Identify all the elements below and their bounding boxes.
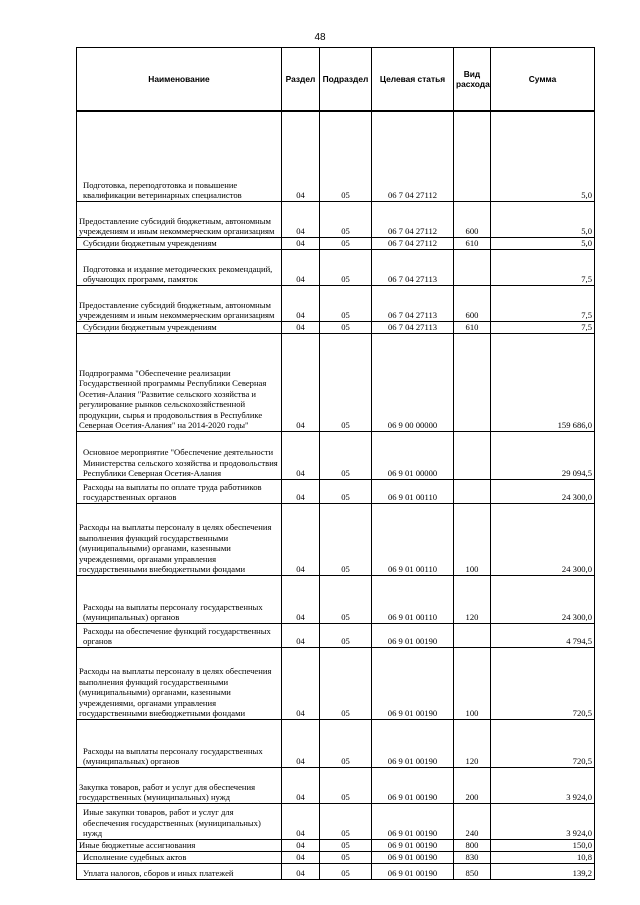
row-sum-cell: 5,0 xyxy=(491,237,595,249)
row-sum-cell: 5,0 xyxy=(491,111,595,201)
table-row xyxy=(77,719,595,767)
row-sum-cell: 10,8 xyxy=(491,851,595,863)
table-row xyxy=(77,575,595,623)
row-target-cell: 06 9 01 00190 xyxy=(372,719,454,767)
row-vid-cell: 830 xyxy=(454,851,491,863)
row-name-cell: Расходы на обеспечение функций государственных органов xyxy=(77,623,282,647)
row-target-cell: 06 7 04 27113 xyxy=(372,285,454,321)
table-row xyxy=(77,237,595,249)
page-number: 48 xyxy=(314,32,326,43)
row-razdel-cell: 04 xyxy=(282,803,320,839)
row-name-cell: Расходы на выплаты по оплате труда работников государственных органов xyxy=(77,479,282,503)
row-target-cell: 06 9 01 00110 xyxy=(372,479,454,503)
row-razdel-cell: 04 xyxy=(282,575,320,623)
table-row xyxy=(77,839,595,851)
row-sum-cell: 24 300,0 xyxy=(491,575,595,623)
row-name-cell: Уплата налогов, сборов и иных платежей xyxy=(77,863,282,879)
row-vid-cell: 850 xyxy=(454,863,491,879)
row-sum-cell: 7,5 xyxy=(491,285,595,321)
row-target-cell: 06 9 01 00190 xyxy=(372,803,454,839)
row-vid-cell xyxy=(454,431,491,479)
row-vid-cell: 200 xyxy=(454,767,491,803)
row-name-cell: Расходы на выплаты персоналу в целях обеспечения выполнения функций государственными (муниципальными) органами, казенными учреждениями, органами управления государственными внебюджетными фондами xyxy=(77,503,282,575)
row-sum-cell: 24 300,0 xyxy=(491,479,595,503)
row-name-cell: Подпрограмма "Обеспечение реализации Государственной программы Республики Северная Осетия-Алания "Развитие сельского хозяйства и регулирование рынков сельскохозяйственной продукции, сырья и продовольствия в Республике Северная Осетия-Алания" на 2014-2020 годы" xyxy=(77,333,282,431)
header-razdel: Раздел xyxy=(282,48,320,112)
table-row xyxy=(77,333,595,431)
row-razdel-cell: 04 xyxy=(282,863,320,879)
row-sum-cell: 24 300,0 xyxy=(491,503,595,575)
table-row xyxy=(77,503,595,575)
row-podrazdel-cell: 05 xyxy=(320,767,372,803)
row-podrazdel-cell: 05 xyxy=(320,803,372,839)
table-row xyxy=(77,623,595,647)
row-podrazdel-cell: 05 xyxy=(320,575,372,623)
row-podrazdel-cell: 05 xyxy=(320,333,372,431)
row-podrazdel-cell: 05 xyxy=(320,285,372,321)
row-target-cell: 06 9 01 00190 xyxy=(372,851,454,863)
table-row xyxy=(77,431,595,479)
row-podrazdel-cell: 05 xyxy=(320,503,372,575)
row-razdel-cell: 04 xyxy=(282,719,320,767)
table-row xyxy=(77,863,595,879)
row-name-cell: Иные бюджетные ассигнования xyxy=(77,839,282,851)
row-podrazdel-cell: 05 xyxy=(320,321,372,333)
row-target-cell: 06 7 04 27113 xyxy=(372,249,454,285)
row-vid-cell: 100 xyxy=(454,647,491,719)
row-sum-cell: 720,5 xyxy=(491,719,595,767)
row-razdel-cell: 04 xyxy=(282,623,320,647)
row-podrazdel-cell: 05 xyxy=(320,647,372,719)
row-target-cell: 06 9 01 00190 xyxy=(372,623,454,647)
table-row xyxy=(77,321,595,333)
row-vid-cell: 800 xyxy=(454,839,491,851)
row-podrazdel-cell: 05 xyxy=(320,863,372,879)
row-vid-cell xyxy=(454,333,491,431)
row-name-cell: Субсидии бюджетным учреждениям xyxy=(77,237,282,249)
header-vid: Вид расхода xyxy=(454,48,491,112)
row-target-cell: 06 7 04 27112 xyxy=(372,201,454,237)
table-header-row xyxy=(77,48,595,112)
row-podrazdel-cell: 05 xyxy=(320,111,372,201)
row-sum-cell: 5,0 xyxy=(491,201,595,237)
row-vid-cell xyxy=(454,479,491,503)
row-target-cell: 06 9 01 00000 xyxy=(372,431,454,479)
row-razdel-cell: 04 xyxy=(282,503,320,575)
table-row xyxy=(77,285,595,321)
row-vid-cell: 120 xyxy=(454,575,491,623)
row-razdel-cell: 04 xyxy=(282,285,320,321)
row-target-cell: 06 9 01 00190 xyxy=(372,839,454,851)
header-target: Целевая статья xyxy=(372,48,454,112)
row-vid-cell: 600 xyxy=(454,201,491,237)
row-vid-cell xyxy=(454,623,491,647)
row-name-cell: Закупка товаров, работ и услуг для обеспечения государственных (муниципальных) нужд xyxy=(77,767,282,803)
row-sum-cell: 159 686,0 xyxy=(491,333,595,431)
row-podrazdel-cell: 05 xyxy=(320,237,372,249)
row-name-cell: Иные закупки товаров, работ и услуг для обеспечения государственных (муниципальных) нужд xyxy=(77,803,282,839)
row-razdel-cell: 04 xyxy=(282,111,320,201)
row-name-cell: Предоставление субсидий бюджетным, автономным учреждениям и иным некоммерческим организациям xyxy=(77,285,282,321)
table-row xyxy=(77,479,595,503)
row-razdel-cell: 04 xyxy=(282,249,320,285)
table-row xyxy=(77,803,595,839)
row-target-cell: 06 9 01 00190 xyxy=(372,767,454,803)
row-sum-cell: 29 094,5 xyxy=(491,431,595,479)
row-podrazdel-cell: 05 xyxy=(320,839,372,851)
table-row xyxy=(77,647,595,719)
row-name-cell: Основное мероприятие "Обеспечение деятельности Министерства сельского хозяйства и продовольствия Республики Северная Осетия-Алания xyxy=(77,431,282,479)
row-razdel-cell: 04 xyxy=(282,237,320,249)
row-podrazdel-cell: 05 xyxy=(320,851,372,863)
row-vid-cell: 610 xyxy=(454,321,491,333)
row-name-cell: Подготовка и издание методических рекомендаций, обучающих программ, памяток xyxy=(77,249,282,285)
row-razdel-cell: 04 xyxy=(282,431,320,479)
header-podrazdel: Подраздел xyxy=(320,48,372,112)
row-target-cell: 06 9 01 00190 xyxy=(372,647,454,719)
header-name: Наименование xyxy=(77,48,282,112)
row-sum-cell: 139,2 xyxy=(491,863,595,879)
table-row xyxy=(77,851,595,863)
row-vid-cell: 100 xyxy=(454,503,491,575)
row-podrazdel-cell: 05 xyxy=(320,479,372,503)
row-target-cell: 06 7 04 27113 xyxy=(372,321,454,333)
row-target-cell: 06 9 01 00190 xyxy=(372,863,454,879)
row-razdel-cell: 04 xyxy=(282,201,320,237)
row-sum-cell: 4 794,5 xyxy=(491,623,595,647)
row-podrazdel-cell: 05 xyxy=(320,431,372,479)
row-target-cell: 06 9 01 00110 xyxy=(372,575,454,623)
row-sum-cell: 3 924,0 xyxy=(491,767,595,803)
row-vid-cell: 600 xyxy=(454,285,491,321)
row-razdel-cell: 04 xyxy=(282,333,320,431)
row-name-cell: Расходы на выплаты персоналу в целях обеспечения выполнения функций государственными (муниципальными) органами, казенными учреждениями, органами управления государственными внебюджетными фондами xyxy=(77,647,282,719)
row-sum-cell: 7,5 xyxy=(491,249,595,285)
table-row xyxy=(77,767,595,803)
row-vid-cell xyxy=(454,249,491,285)
row-podrazdel-cell: 05 xyxy=(320,249,372,285)
row-name-cell: Субсидии бюджетным учреждениям xyxy=(77,321,282,333)
row-razdel-cell: 04 xyxy=(282,321,320,333)
table-row xyxy=(77,201,595,237)
row-sum-cell: 150,0 xyxy=(491,839,595,851)
row-name-cell: Расходы на выплаты персоналу государственных (муниципальных) органов xyxy=(77,719,282,767)
row-name-cell: Предоставление субсидий бюджетным, автономным учреждениям и иным некоммерческим организациям xyxy=(77,201,282,237)
row-sum-cell: 7,5 xyxy=(491,321,595,333)
row-name-cell: Исполнение судебных актов xyxy=(77,851,282,863)
row-target-cell: 06 7 04 27112 xyxy=(372,111,454,201)
row-target-cell: 06 7 04 27112 xyxy=(372,237,454,249)
row-vid-cell xyxy=(454,111,491,201)
row-podrazdel-cell: 05 xyxy=(320,719,372,767)
row-vid-cell: 610 xyxy=(454,237,491,249)
row-sum-cell: 720,5 xyxy=(491,647,595,719)
row-sum-cell: 3 924,0 xyxy=(491,803,595,839)
row-target-cell: 06 9 00 00000 xyxy=(372,333,454,431)
row-razdel-cell: 04 xyxy=(282,647,320,719)
row-name-cell: Подготовка, переподготовка и повышение квалификации ветеринарных специалистов xyxy=(77,111,282,201)
row-name-cell: Расходы на выплаты персоналу государственных (муниципальных) органов xyxy=(77,575,282,623)
table-row xyxy=(77,249,595,285)
row-vid-cell: 120 xyxy=(454,719,491,767)
header-sum: Сумма xyxy=(491,48,595,112)
row-podrazdel-cell: 05 xyxy=(320,201,372,237)
row-vid-cell: 240 xyxy=(454,803,491,839)
row-razdel-cell: 04 xyxy=(282,767,320,803)
row-razdel-cell: 04 xyxy=(282,851,320,863)
row-target-cell: 06 9 01 00110 xyxy=(372,503,454,575)
budget-table xyxy=(76,47,595,880)
row-podrazdel-cell: 05 xyxy=(320,623,372,647)
row-razdel-cell: 04 xyxy=(282,479,320,503)
row-razdel-cell: 04 xyxy=(282,839,320,851)
table-row xyxy=(77,111,595,201)
